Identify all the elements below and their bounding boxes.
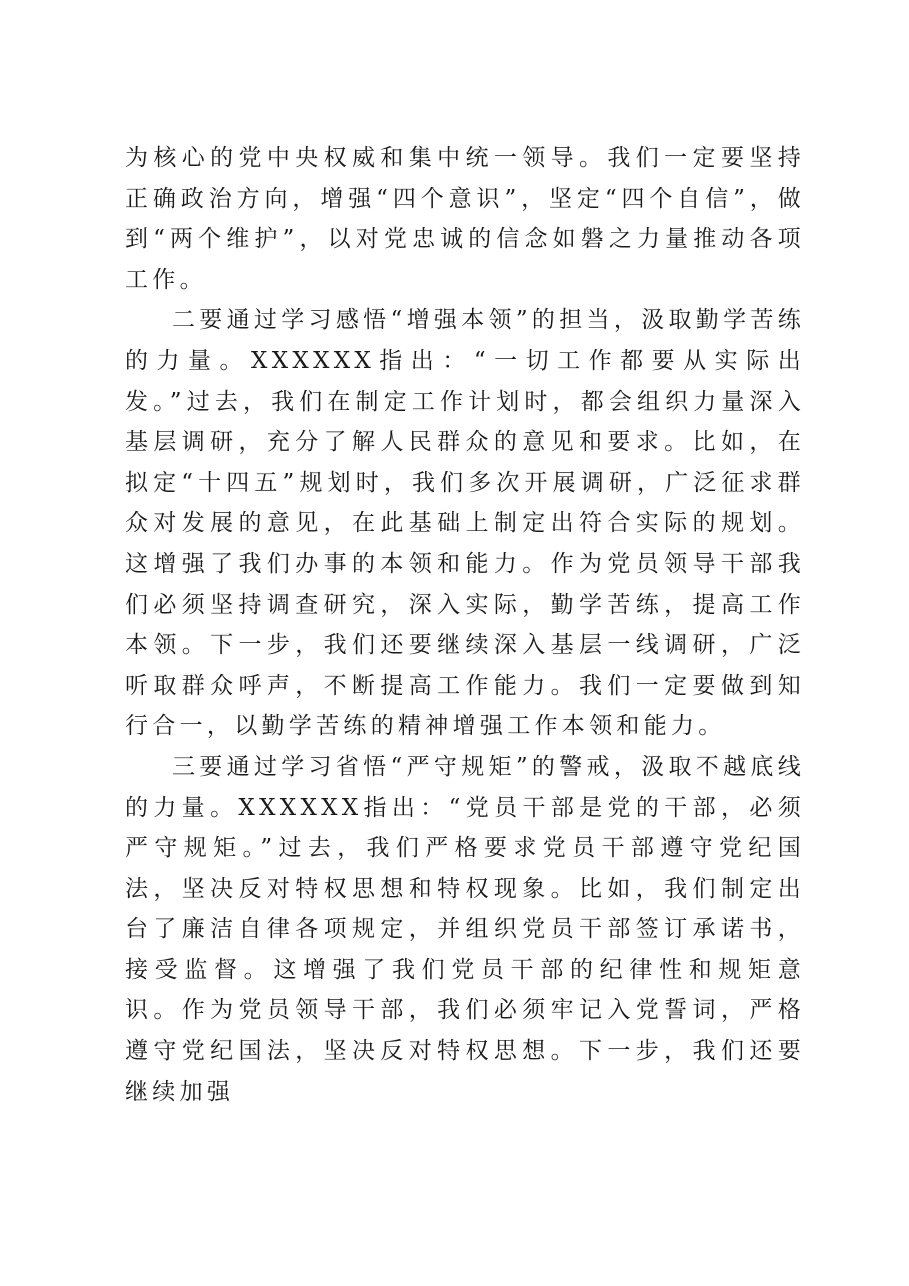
paragraph-observe-rules: 三要通过学习省悟“严守规矩”的警戒，汲取不越底线的力量。XXXXXX指出：“党员干部是党的干部，必须严守规矩。”过去，我们严格要求党员干部遵守党纪国法，坚决反对特权思想和特权现象。比如，我们制定出台了廉洁自律各项规定，并组织党员干部签订承诺书，接受监督。这增强了我们党员干部的纪律性和规矩意识。作为党员领导干部，我们必须牢记入党誓词，严格遵守党纪国法，坚决反对特权思想。下一步，我们还要继续加强: [125, 753, 805, 1105]
paragraph-continuation: 为核心的党中央权威和集中统一领导。我们一定要坚持正确政治方向，增强“四个意识”，坚定“四个自信”，做到“两个维护”，以对党忠诚的信念如磐之力量推动各项工作。: [125, 145, 805, 293]
document-body: [125, 138, 805, 1112]
paragraph-enhance-ability: 二要通过学习感悟“增强本领”的担当，汲取勤学苦练的力量。XXXXXX指出：“一切工作都要从实际出发。”过去，我们在制定工作计划时，都会组织力量深入基层调研，充分了解人民群众的意见和要求。比如，在拟定“十四五”规划时，我们多次开展调研，广泛征求群众对发展的意见，在此基础上制定出符合实际的规划。这增强了我们办事的本领和能力。作为党员领导干部我们必须坚持调查研究，深入实际，勤学苦练，提高工作本领。下一步，我们还要继续深入基层一线调研，广泛听取群众呼声，不断提高工作能力。我们一定要做到知行合一，以勤学苦练的精神增强工作本领和能力。: [125, 307, 805, 740]
